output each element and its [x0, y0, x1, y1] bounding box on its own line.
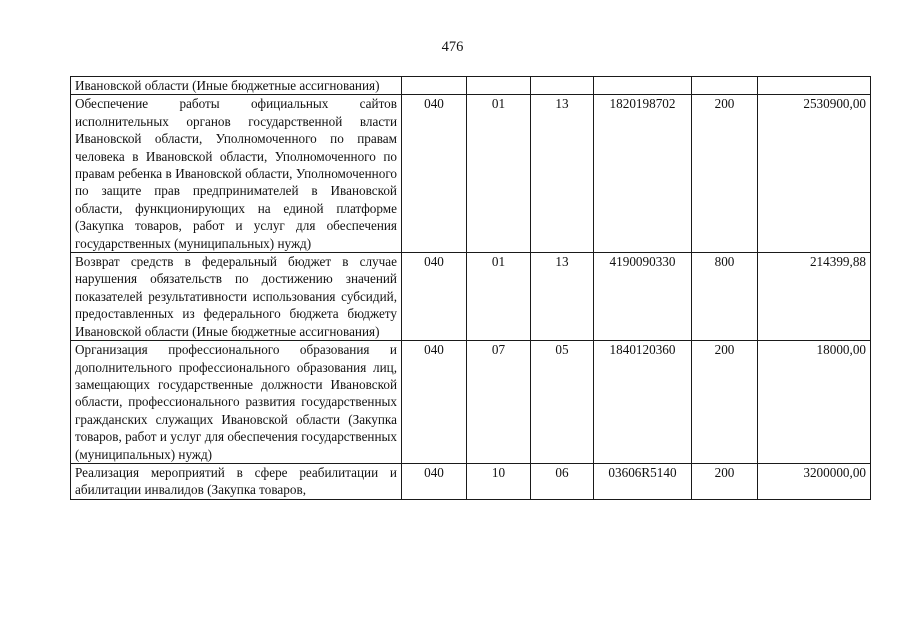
expense-type-code: 200 [692, 341, 758, 464]
ministry-code: 040 [402, 253, 467, 341]
table-row [71, 341, 871, 464]
expense-name: Обеспечение работы официальных сайтов исполнительных органов государственной власти Ивановской области, Уполномоченного по правам человека в Ивановской области, Уполномоченного по правам ребенка в Ивановской области, Уполномоченного по защите прав предпринимателей в Ивановской области, функционирующих на единой платформе (Закупка товаров, работ и услуг для обеспечения государственных (муниципальных) нужд) [71, 95, 402, 253]
subsection-code: 13 [531, 253, 594, 341]
expense-type-code [692, 77, 758, 95]
amount: 3200000,00 [758, 463, 871, 499]
ministry-code: 040 [402, 95, 467, 253]
section-code [467, 77, 531, 95]
ministry-code: 040 [402, 463, 467, 499]
target-article-code: 03606R5140 [594, 463, 692, 499]
ministry-code [402, 77, 467, 95]
expense-name: Ивановской области (Иные бюджетные ассигнования) [71, 77, 402, 95]
amount [758, 77, 871, 95]
ministry-code: 040 [402, 341, 467, 464]
expense-name: Реализация мероприятий в сфере реабилитации и абилитации инвалидов (Закупка товаров, [71, 463, 402, 499]
expense-name: Возврат средств в федеральный бюджет в случае нарушения обязательств по достижению значений показателей результативности использования субсидий, предоставленных из федерального бюджета бюджету Ивановской области (Иные бюджетные ассигнования) [71, 253, 402, 341]
subsection-code: 06 [531, 463, 594, 499]
table-row [71, 253, 871, 341]
subsection-code: 13 [531, 95, 594, 253]
table-row [71, 463, 871, 499]
section-code: 07 [467, 341, 531, 464]
expense-name: Организация профессионального образования и дополнительного профессионального образования лиц, замещающих государственные должности Ивановской области, профессионального развития государственных гражданских служащих Ивановской области (Закупка товаров, работ и услуг для обеспечения государственных (муниципальных) нужд) [71, 341, 402, 464]
amount: 214399,88 [758, 253, 871, 341]
target-article-code: 1840120360 [594, 341, 692, 464]
amount: 2530900,00 [758, 95, 871, 253]
section-code: 01 [467, 95, 531, 253]
budget-table [70, 76, 871, 500]
subsection-code: 05 [531, 341, 594, 464]
subsection-code [531, 77, 594, 95]
target-article-code: 4190090330 [594, 253, 692, 341]
target-article-code: 1820198702 [594, 95, 692, 253]
table-row [71, 95, 871, 253]
expense-type-code: 800 [692, 253, 758, 341]
table-row [71, 77, 871, 95]
section-code: 10 [467, 463, 531, 499]
target-article-code [594, 77, 692, 95]
amount: 18000,00 [758, 341, 871, 464]
section-code: 01 [467, 253, 531, 341]
expense-type-code: 200 [692, 463, 758, 499]
expense-type-code: 200 [692, 95, 758, 253]
page-number: 476 [441, 39, 464, 55]
